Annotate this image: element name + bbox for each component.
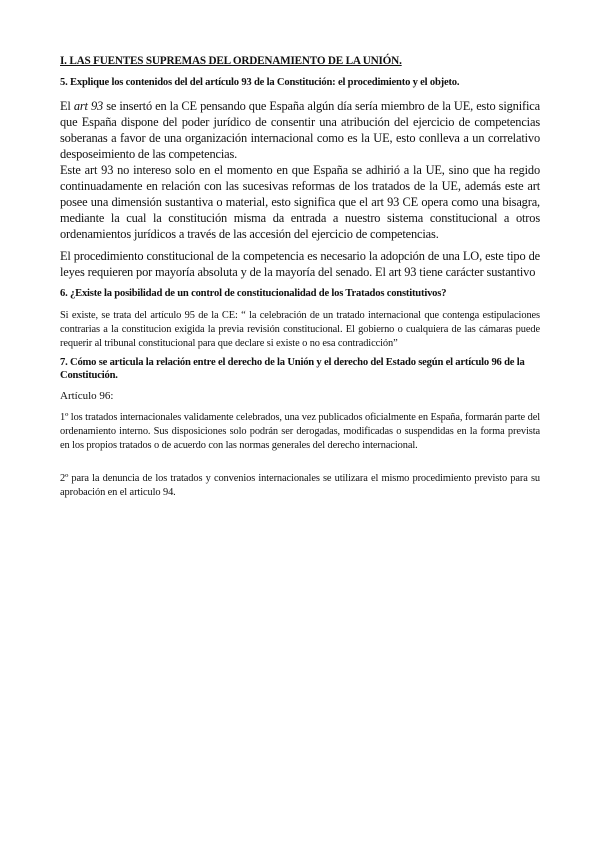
question-6-heading: 6. ¿Existe la posibilidad de un control de constitucionalidad de los Tratados constitutivos?	[60, 288, 447, 299]
q5-p1-art-reference: art 93	[73, 99, 104, 113]
question-7-heading: 7. Cómo se articula la relación entre el derecho de la Unión y el derecho del Estado según el artículo 96 de la Constitución.	[60, 357, 525, 381]
question-6-paragraph-1: Si existe, se trata del artículo 95 de la CE: “ la celebración de un tratado internacional que contenga estipulaciones contrarias a la constitucion exigida la previa revisión constitucional. El gobierno o cualquiera de las cámaras puede requerir al tribunal constitucional para que declare si existe o no esa contradicción”	[60, 310, 540, 349]
article-96-label: Artículo 96:	[60, 390, 114, 402]
article-96-item-2: 2º para la denuncia de los tratados y convenios internacionales se utilizara el mismo procedimiento previsto para su aprobación en el articulo 94.	[60, 473, 540, 498]
question-5-paragraph-1	[60, 98, 540, 162]
section-title: I. LAS FUENTES SUPREMAS DEL ORDENAMIENTO DE LA UNIÓN.	[60, 55, 402, 67]
question-5-heading: 5. Explique los contenidos del del artículo 93 de la Constitución: el procedimiento y el objeto.	[60, 77, 460, 88]
article-96-item-1: 1º los tratados internacionales validamente celebrados, una vez publicados oficialmente en España, formarán parte del ordenamiento interno. Sus disposiciones solo podrán ser derogadas, modificadas o suspendidas en la forma prevista en los propios tratados o de acuerdo con las normas generales del derecho internacional.	[60, 412, 540, 451]
q5-p1-start: El	[60, 99, 74, 113]
question-5-paragraph-2: Este art 93 no intereso solo en el momento en que España se adhirió a la UE, sino que ha regido continuadamente en relación con las sucesivas reformas de los tratados de la UE, además este art posee una dimensión sustantiva o material, esto significa que el art 93 CE opera como una bisagra, mediante la cual la constitución misma da entrada a nuestro sistema constitucional a otros ordenamientos jurídicos a través de las accesión del ejercicio de competencias.	[60, 163, 540, 241]
question-5-paragraph-3: El procedimiento constitucional de la competencia es necesario la adopción de una LO, este tipo de leyes requieren por mayoría absoluta y de la mayoría del senado. El art 93 tiene carácter sustantivo	[60, 249, 540, 279]
q5-p1-rest: se insertó en la CE pensando que España algún día sería miembro de la UE, esto significa que España dispone del poder jurídico de consentir una atribución del ejercicio de competencias soberanas a favor de una organización internacional como es la UE, esto conlleva a un correlativo desposeimiento de las competencias.	[60, 99, 540, 161]
